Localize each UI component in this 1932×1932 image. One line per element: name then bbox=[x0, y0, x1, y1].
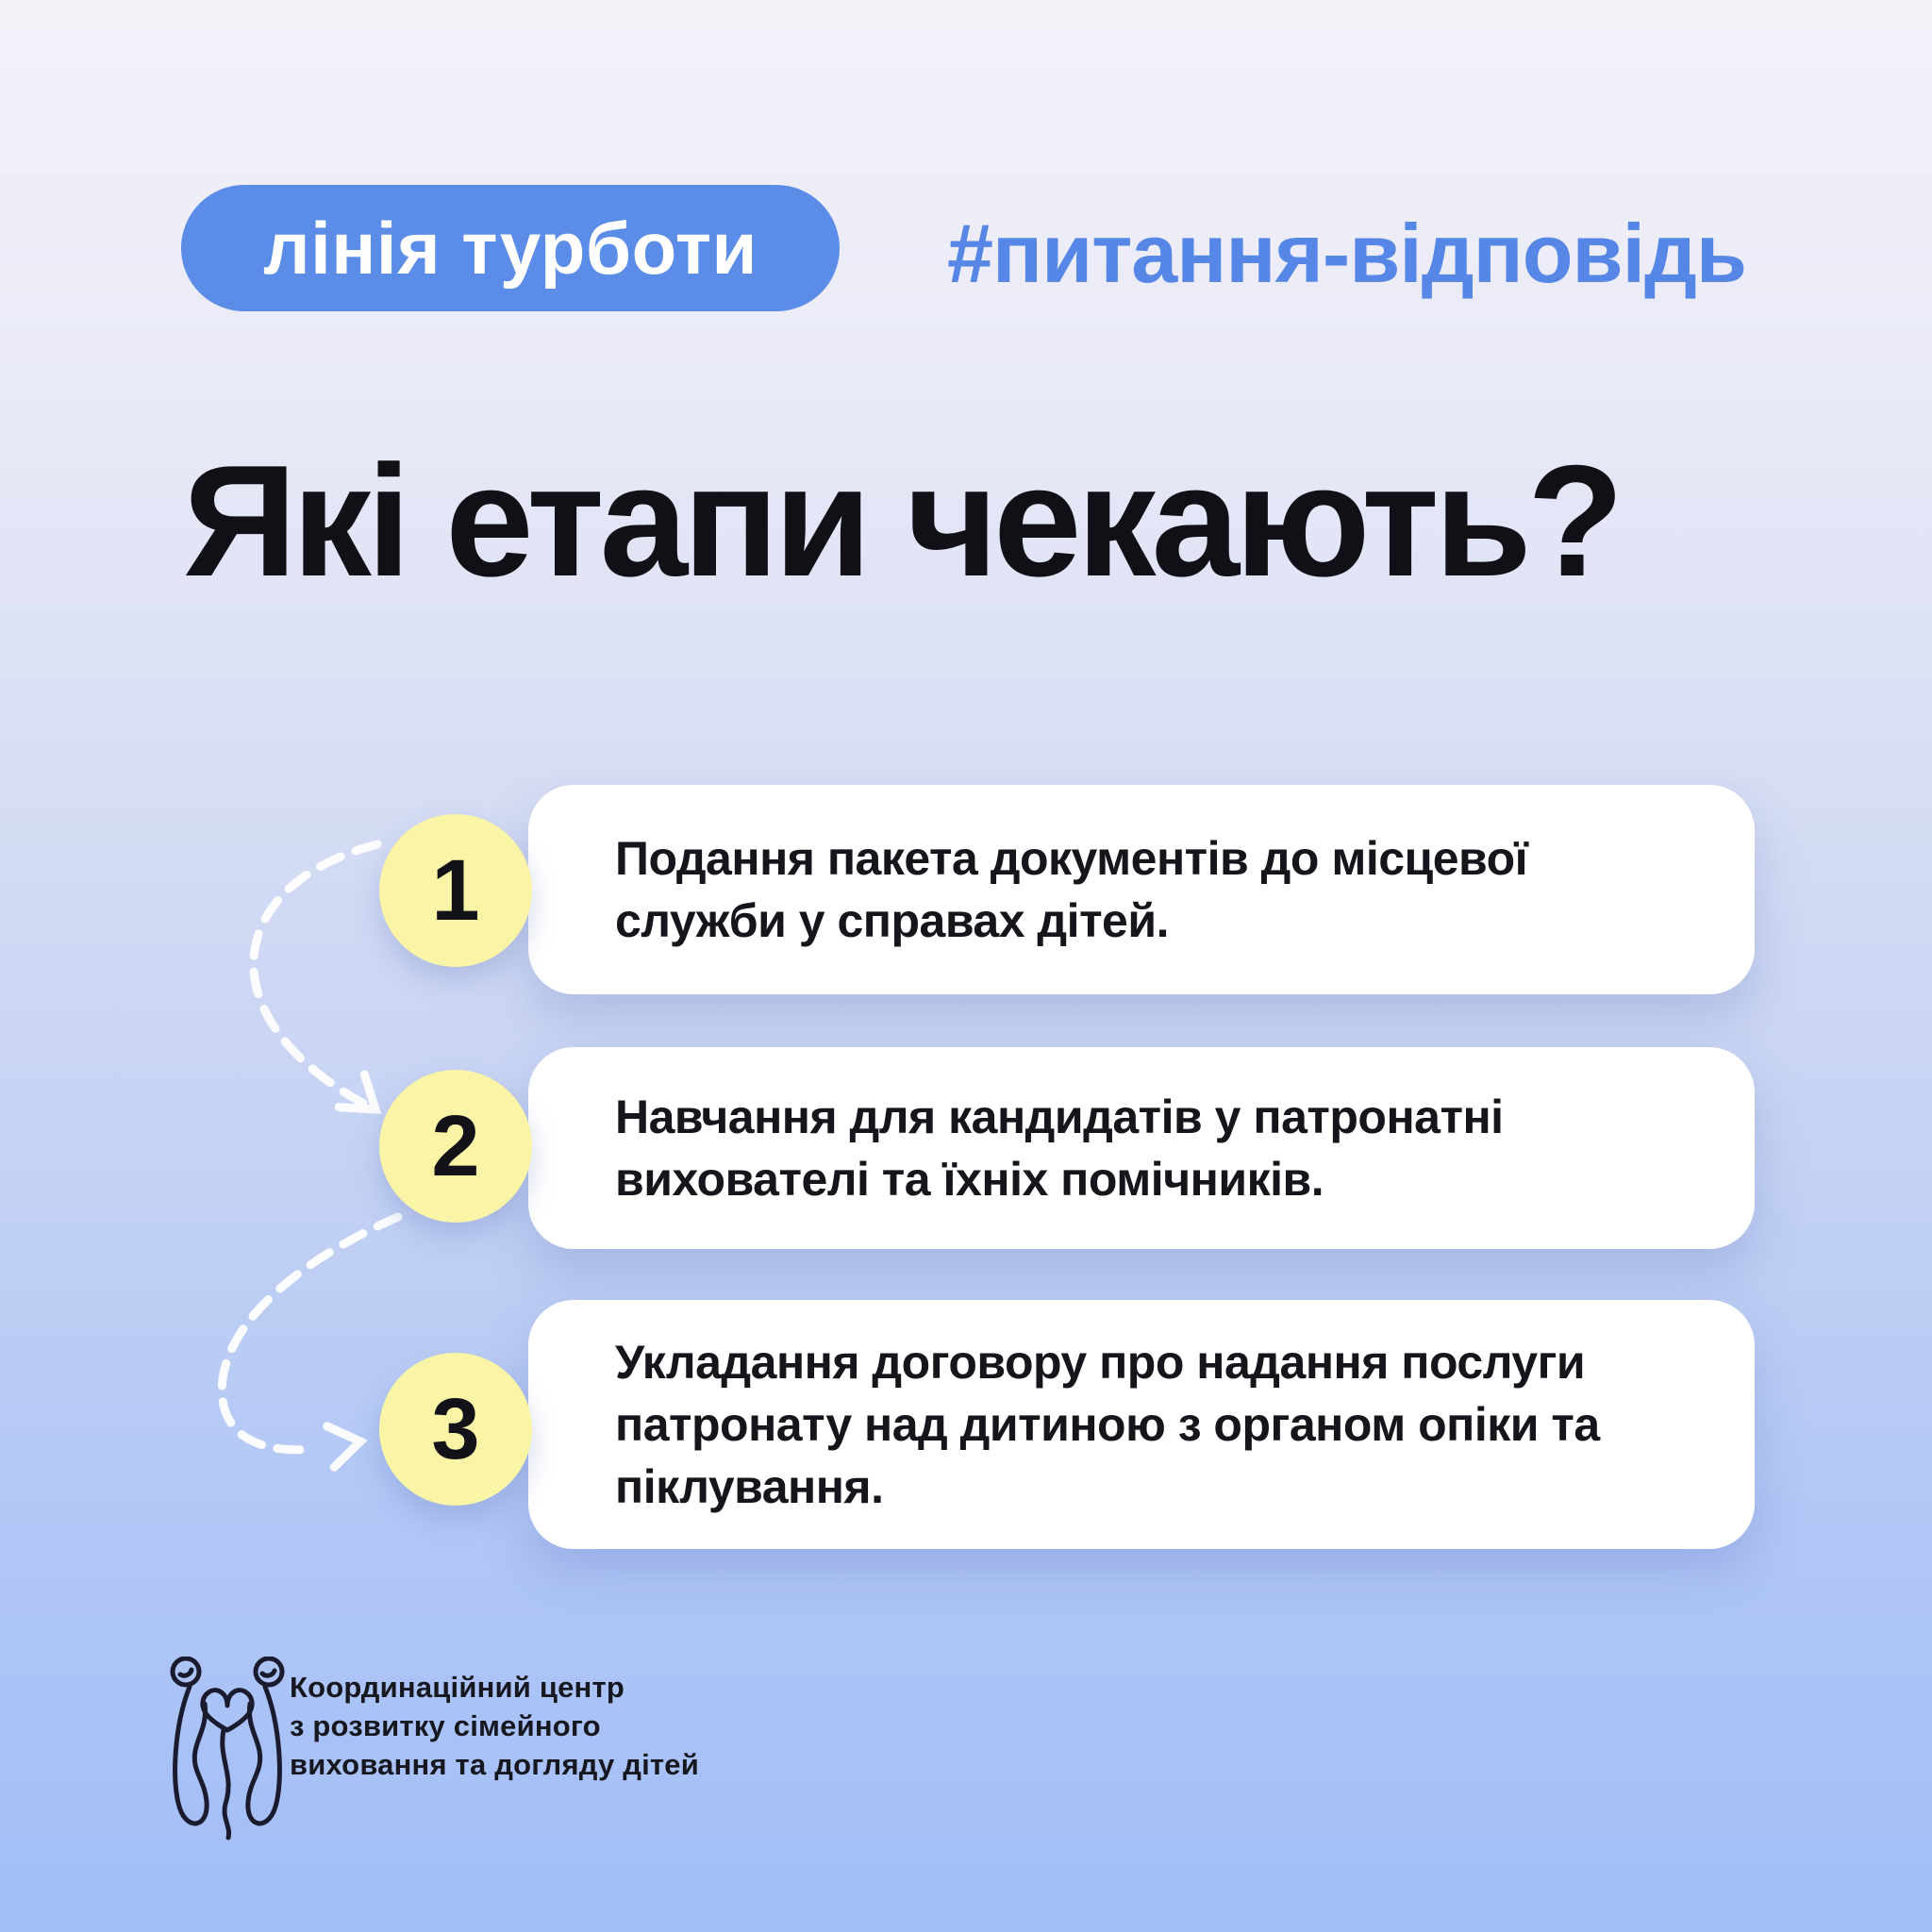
step-number: 3 bbox=[431, 1380, 480, 1477]
step-circle-3 bbox=[379, 1353, 532, 1506]
step-card-3 bbox=[528, 1300, 1755, 1549]
step-text: Навчання для кандидатів у патронатні вихователі та їхніх помічників. bbox=[615, 1091, 1504, 1206]
org-name bbox=[290, 1668, 699, 1784]
step-text: Укладання договору про надання послуги патронату над дитиною з органом опіки та піклування. bbox=[615, 1336, 1600, 1513]
hashtag-label: #питання-відповідь bbox=[947, 207, 1747, 300]
step-card-2 bbox=[528, 1047, 1755, 1249]
step-number: 1 bbox=[431, 841, 480, 939]
step-circle-2 bbox=[379, 1070, 532, 1223]
badge-liniya-turboty bbox=[181, 185, 840, 311]
step-text: Подання пакета документів до місцевої служби у справах дітей. bbox=[615, 832, 1528, 947]
org-name-line: виховання та догляду дітей bbox=[290, 1748, 700, 1781]
org-name-line: з розвитку сімейного bbox=[290, 1709, 601, 1742]
page-title: Які етапи чекають? bbox=[183, 432, 1620, 609]
org-name-line: Координаційний центр bbox=[290, 1671, 625, 1704]
step-card-1 bbox=[528, 785, 1755, 994]
step-number: 2 bbox=[431, 1097, 480, 1194]
step-circle-1 bbox=[379, 814, 532, 967]
two-figures-with-heart-icon bbox=[158, 1657, 300, 1845]
badge-label: лінія турботи bbox=[263, 206, 758, 290]
